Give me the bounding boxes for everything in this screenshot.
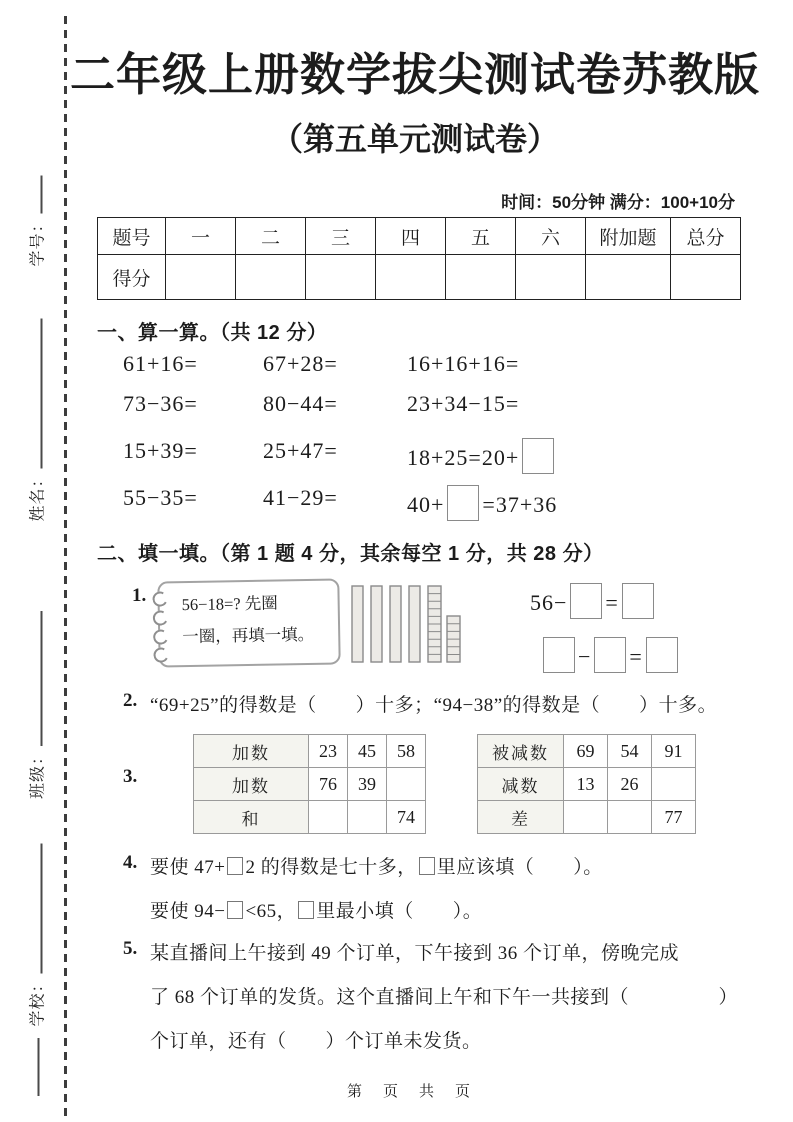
score-header-cell: 总分 — [671, 218, 741, 255]
table-cell: 91 — [652, 735, 696, 768]
name-label: 姓名： — [29, 470, 47, 522]
equation: 61+16= — [123, 351, 198, 376]
margin-field-school — [25, 843, 48, 1026]
spiral-ring-icon — [151, 590, 170, 609]
score-header-cell: 二 — [236, 218, 306, 255]
table-row — [194, 768, 426, 801]
calc-row-2 — [97, 391, 757, 435]
equation: 80−44= — [263, 391, 338, 416]
table-cell: 39 — [348, 768, 387, 801]
score-cell — [586, 255, 671, 300]
score-cell — [671, 255, 741, 300]
margin-field-class — [25, 611, 48, 799]
score-cell — [516, 255, 586, 300]
score-header-cell: 四 — [376, 218, 446, 255]
answer-box — [594, 637, 626, 673]
table-cell — [348, 801, 387, 834]
table-cell: 26 — [608, 768, 652, 801]
answer-box — [522, 438, 554, 474]
equation: 67+28= — [263, 351, 338, 376]
table-cell: 23 — [309, 735, 348, 768]
problem1-equation-1: 56− = — [530, 583, 657, 619]
answer-box — [447, 485, 479, 521]
school-label: 学校： — [29, 975, 47, 1027]
margin-field-student-no — [25, 175, 48, 266]
equation: 25+47= — [263, 438, 338, 463]
problem2-text: “69+25”的得数是（ ）十多；“94−38”的得数是（ ）十多。 — [150, 695, 718, 716]
score-cell — [306, 255, 376, 300]
table-row — [478, 801, 696, 834]
table-cell: 58 — [387, 735, 426, 768]
problem5-line2: 了 68 个订单的发货。这个直播间上午和下午一共接到（ ） — [150, 987, 738, 1008]
section2-heading: 二、填一填。（第 1 题 4 分，其余每空 1 分，共 28 分） — [97, 543, 604, 565]
card-text-line2: 一圈，再填一填。 — [182, 625, 315, 647]
spiral-ring-icon — [152, 646, 171, 665]
class-label: 班级： — [29, 747, 47, 800]
score-table-score-row — [98, 255, 741, 300]
spiral-ring-icon — [151, 609, 170, 628]
table-row — [478, 735, 696, 768]
row-label: 加数 — [194, 735, 309, 768]
table-cell: 69 — [564, 735, 608, 768]
student-no-label: 学号： — [29, 215, 47, 267]
problem5-line1: 某直播间上午接到 49 个订单，下午接到 36 个订单，傍晚完成 — [150, 943, 680, 964]
table-cell: 13 — [564, 768, 608, 801]
problem4-line2: 要使 94− <65， 里最小填（ ）。 — [150, 901, 483, 922]
equation: 23+34−15= — [407, 391, 520, 416]
equation-with-box: 18+25=20+ — [407, 438, 557, 474]
problem2-number: 2. — [123, 690, 138, 711]
equation: 55−35= — [123, 485, 198, 510]
problem4-line1: 要使 47+ 2 的得数是七十多， 里应该填（ ）。 — [150, 857, 603, 878]
table-cell: 45 — [348, 735, 387, 768]
table-cell — [309, 801, 348, 834]
problem5-number: 5. — [123, 938, 138, 959]
page-footer: 第 页 共 页 — [346, 1084, 473, 1100]
score-header-cell: 题号 — [98, 218, 166, 255]
score-header-cell: 附加题 — [586, 218, 671, 255]
calc-row-1 — [97, 351, 757, 395]
row-label: 加数 — [194, 768, 309, 801]
problem1-number: 1. — [132, 585, 147, 606]
table-cell — [387, 768, 426, 801]
score-row-label: 得分 — [98, 255, 166, 300]
row-label: 和 — [194, 801, 309, 834]
score-table — [97, 217, 741, 300]
answer-box — [622, 583, 654, 619]
problem5-line3: 个订单，还有（ ）个订单未发货。 — [150, 1031, 482, 1052]
time-score-info: 时间：50分钟 满分：100+10分 — [501, 193, 735, 212]
score-header-cell: 三 — [306, 218, 376, 255]
score-cell — [446, 255, 516, 300]
table-cell — [652, 768, 696, 801]
page-subtitle: （第五单元测试卷） — [270, 121, 559, 157]
problem1-note-card — [157, 578, 340, 667]
addition-table — [193, 734, 426, 834]
row-label: 被减数 — [478, 735, 564, 768]
table-cell — [564, 801, 608, 834]
class-blank-line — [36, 611, 43, 746]
table-row — [194, 801, 426, 834]
answer-box — [570, 583, 602, 619]
section1-heading: 一、算一算。（共 12 分） — [97, 322, 328, 344]
table-row — [194, 735, 426, 768]
score-header-cell: 六 — [516, 218, 586, 255]
blank-box — [227, 857, 243, 875]
problem1-equation-2: − = — [540, 637, 681, 673]
score-cell — [376, 255, 446, 300]
answer-box — [646, 637, 678, 673]
equation-with-box: 40+ =37+36 — [407, 485, 557, 521]
equation: 73−36= — [123, 391, 198, 416]
table-cell: 76 — [309, 768, 348, 801]
card-text-line1: 56−18=? 先圈 — [181, 593, 278, 615]
problem4-number: 4. — [123, 852, 138, 873]
page-title: 二年级上册数学拔尖测试卷苏教版 — [70, 49, 761, 100]
score-table-header-row — [98, 218, 741, 255]
score-header-cell: 五 — [446, 218, 516, 255]
calc-row-4 — [97, 485, 757, 529]
equation: 16+16+16= — [407, 351, 520, 376]
subtraction-table — [477, 734, 696, 834]
margin-dashed-line — [64, 16, 67, 1116]
problem3-number: 3. — [123, 766, 138, 787]
blank-box — [227, 901, 243, 919]
margin-bottom-line — [33, 1038, 40, 1098]
table-cell: 74 — [387, 801, 426, 834]
blank-box — [419, 857, 435, 875]
school-blank-line — [36, 843, 43, 973]
base-ten-blocks-figure — [350, 582, 464, 668]
table-cell: 77 — [652, 801, 696, 834]
score-cell — [166, 255, 236, 300]
margin-field-name — [25, 318, 48, 521]
spiral-ring-icon — [151, 628, 170, 647]
row-label: 减数 — [478, 768, 564, 801]
answer-box — [543, 637, 575, 673]
table-cell — [608, 801, 652, 834]
score-header-cell: 一 — [166, 218, 236, 255]
score-cell — [236, 255, 306, 300]
name-blank-line — [36, 318, 43, 468]
calc-row-3 — [97, 438, 757, 482]
row-label: 差 — [478, 801, 564, 834]
equation: 41−29= — [263, 485, 338, 510]
table-cell: 54 — [608, 735, 652, 768]
equation: 15+39= — [123, 438, 198, 463]
blank-box — [298, 901, 314, 919]
table-row — [478, 768, 696, 801]
student-no-blank-line — [36, 175, 43, 213]
